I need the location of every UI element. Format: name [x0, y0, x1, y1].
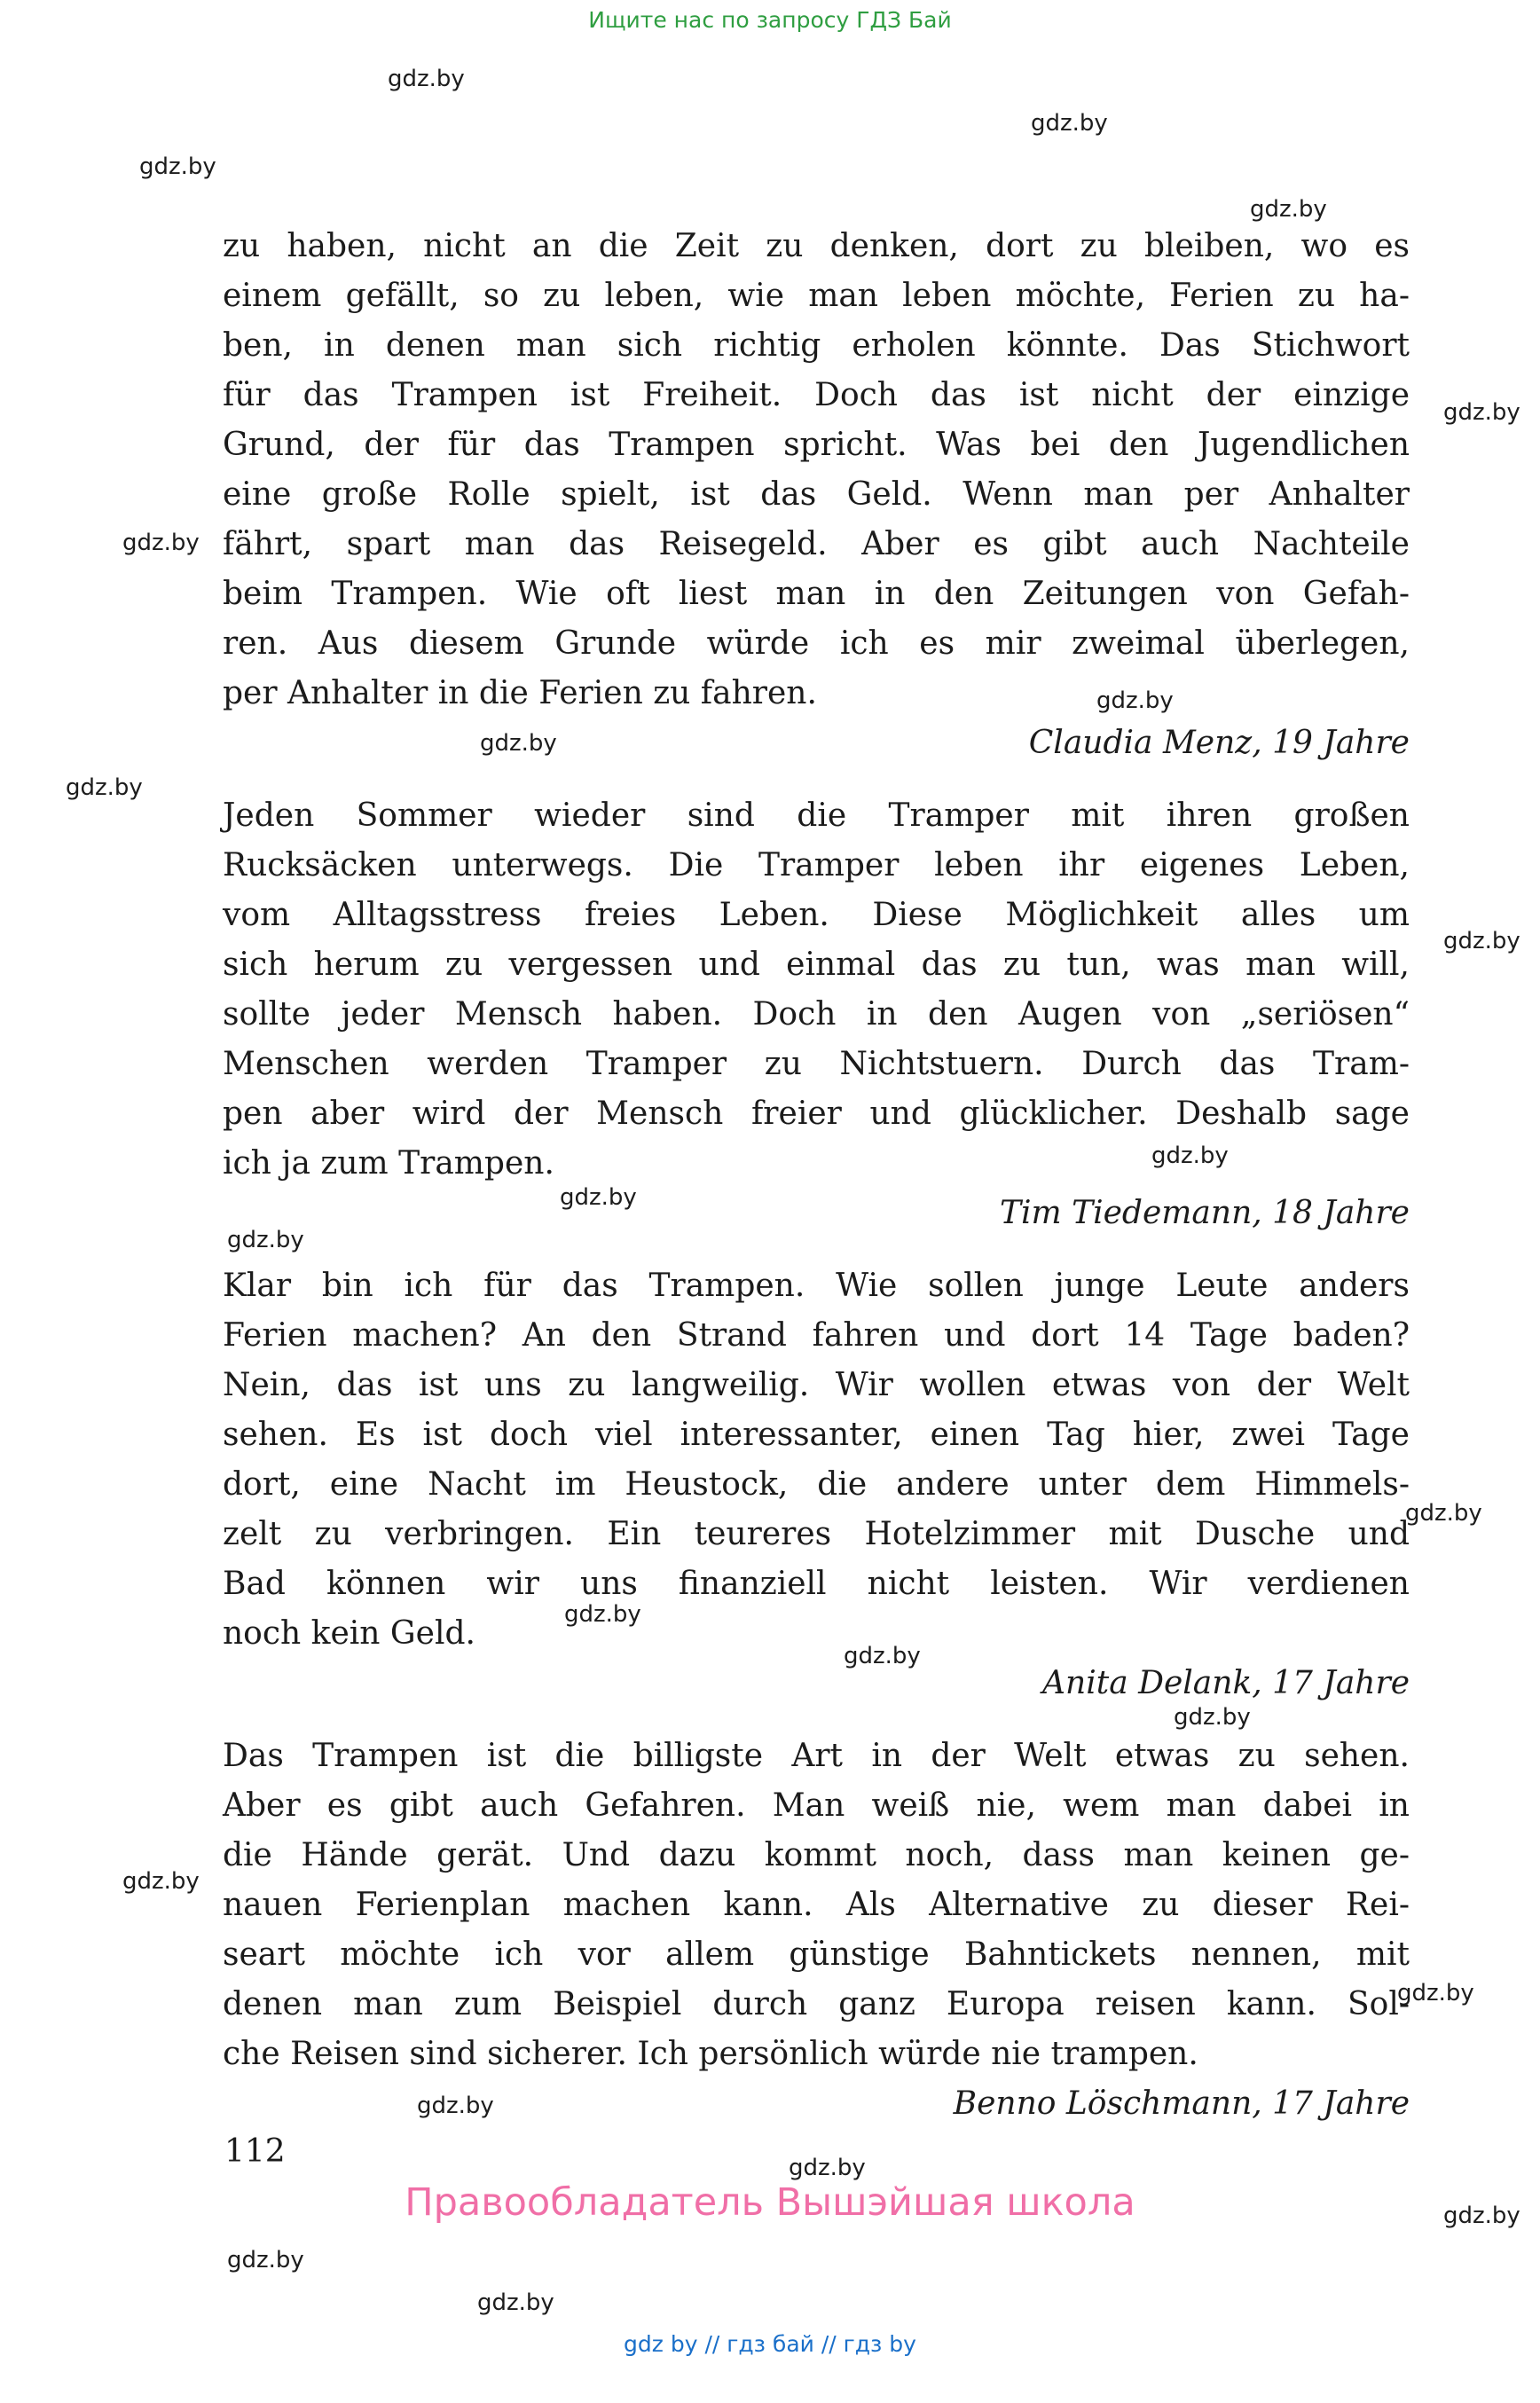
paragraph: [223, 791, 1410, 1238]
watermark-gdz: gdz.by: [388, 66, 465, 92]
signature: Tim Tiedemann, 18 Jahre: [1000, 1195, 1410, 1231]
text-line: für das Trampen ist Freiheit. Doch das ist nicht der einzige: [223, 377, 1410, 413]
footer-links[interactable]: gdz by // гдз бай // гдз by: [624, 2331, 916, 2357]
text-line: sollte jeder Mensch haben. Doch in den Augen von „seriösen“: [223, 996, 1410, 1033]
signature: Benno Löschmann, 17 Jahre: [953, 2085, 1410, 2122]
text-line: Das Trampen ist die billigste Art in der Welt etwas zu sehen.: [223, 1738, 1410, 1774]
watermark-gdz: gdz.by: [1443, 928, 1520, 954]
text-line: ren. Aus diesem Grunde würde ich es mir zweimal überlegen,: [223, 625, 1410, 662]
watermark-gdz: gdz.by: [789, 2155, 866, 2181]
watermark-gdz: gdz.by: [480, 730, 557, 757]
watermark-gdz: gdz.by: [477, 2289, 554, 2316]
watermark-gdz: gdz.by: [1250, 196, 1327, 223]
text-line: Klar bin ich für das Trampen. Wie sollen junge Leute anders: [223, 1268, 1410, 1304]
watermark-gdz: gdz.by: [844, 1643, 921, 1669]
text-line: per Anhalter in die Ferien zu fahren.: [223, 675, 817, 711]
text-line: che Reisen sind sicherer. Ich persönlich würde nie trampen.: [223, 2036, 1198, 2072]
text-line: beim Trampen. Wie oft liest man in den Zeitungen von Gefah-: [223, 576, 1410, 612]
watermark-gdz: gdz.by: [1174, 1704, 1251, 1731]
text-line: ben, in denen man sich richtig erholen könnte. Das Stichwort: [223, 327, 1410, 364]
text-line: Jeden Sommer wieder sind die Tramper mit ihren großen: [223, 797, 1410, 834]
watermark-gdz: gdz.by: [139, 153, 216, 180]
text-line: fährt, spart man das Reisegeld. Aber es gibt auch Nachteile: [223, 526, 1410, 562]
promo-banner: Ищите нас по запросу ГДЗ Бай: [588, 7, 952, 33]
watermark-gdz: gdz.by: [1443, 399, 1520, 426]
signature: Anita Delank, 17 Jahre: [1042, 1665, 1410, 1701]
watermark-gdz: gdz.by: [564, 1601, 641, 1628]
text-line: einem gefällt, so zu leben, wie man leben möchte, Ferien zu ha-: [223, 278, 1410, 314]
text-line: dort, eine Nacht im Heustock, die andere unter dem Himmels-: [223, 1466, 1410, 1503]
copyright-line: Правообладатель Вышэйшая школа: [405, 2180, 1135, 2225]
paragraph: [223, 1732, 1410, 2129]
text-line: Aber es gibt auch Gefahren. Man weiß nie, wem man dabei in: [223, 1787, 1410, 1824]
text-line: noch kein Geld.: [223, 1615, 475, 1652]
watermark-gdz: gdz.by: [66, 774, 143, 801]
text-line: nauen Ferienplan machen kann. Als Alternative zu dieser Rei-: [223, 1887, 1410, 1923]
watermark-gdz: gdz.by: [227, 2247, 304, 2273]
text-line: pen aber wird der Mensch freier und glücklicher. Deshalb sage: [223, 1095, 1410, 1132]
watermark-gdz: gdz.by: [122, 1868, 200, 1895]
watermark-gdz: gdz.by: [1151, 1143, 1229, 1169]
text-line: Nein, das ist uns zu langweilig. Wir wollen etwas von der Welt: [223, 1367, 1410, 1403]
watermark-gdz: gdz.by: [1031, 110, 1108, 137]
watermark-gdz: gdz.by: [122, 530, 200, 556]
signature: Claudia Menz, 19 Jahre: [1028, 725, 1410, 761]
text-line: Grund, der für das Trampen spricht. Was bei den Jugendlichen: [223, 427, 1410, 463]
paragraph: [223, 222, 1410, 768]
watermark-gdz: gdz.by: [1397, 1980, 1474, 2006]
text-line: die Hände gerät. Und dazu kommt noch, dass man keinen ge-: [223, 1837, 1410, 1873]
text-line: sehen. Es ist doch viel interessanter, einen Tag hier, zwei Tage: [223, 1417, 1410, 1453]
page-number: 112: [224, 2133, 286, 2170]
watermark-gdz: gdz.by: [1443, 2203, 1520, 2229]
text-line: denen man zum Beispiel durch ganz Europa reisen kann. Sol-: [223, 1986, 1410, 2022]
watermark-gdz: gdz.by: [1096, 687, 1174, 714]
watermark-gdz: gdz.by: [560, 1184, 637, 1211]
text-line: Ferien machen? An den Strand fahren und dort 14 Tage baden?: [223, 1317, 1410, 1354]
paragraph: [223, 1261, 1410, 1708]
watermark-gdz: gdz.by: [227, 1227, 304, 1253]
text-line: vom Alltagsstress freies Leben. Diese Möglichkeit alles um: [223, 897, 1410, 933]
text-line: zu haben, nicht an die Zeit zu denken, dort zu bleiben, wo es: [223, 228, 1410, 264]
text-line: zelt zu verbringen. Ein teureres Hotelzimmer mit Dusche und: [223, 1516, 1410, 1552]
text-line: Menschen werden Tramper zu Nichtstuern. Durch das Tram-: [223, 1046, 1410, 1082]
text-line: sich herum zu vergessen und einmal das zu tun, was man will,: [223, 946, 1410, 983]
text-line: seart möchte ich vor allem günstige Bahntickets nennen, mit: [223, 1936, 1410, 1973]
watermark-gdz: gdz.by: [1405, 1500, 1482, 1527]
text-line: Rucksäcken unterwegs. Die Tramper leben ihr eigenes Leben,: [223, 847, 1410, 883]
text-line: Bad können wir uns finanziell nicht leisten. Wir verdienen: [223, 1566, 1410, 1602]
text-line: ich ja zum Trampen.: [223, 1145, 554, 1182]
article-text: [223, 222, 1410, 2152]
text-line: eine große Rolle spielt, ist das Geld. Wenn man per Anhalter: [223, 476, 1410, 513]
watermark-gdz: gdz.by: [417, 2093, 494, 2119]
